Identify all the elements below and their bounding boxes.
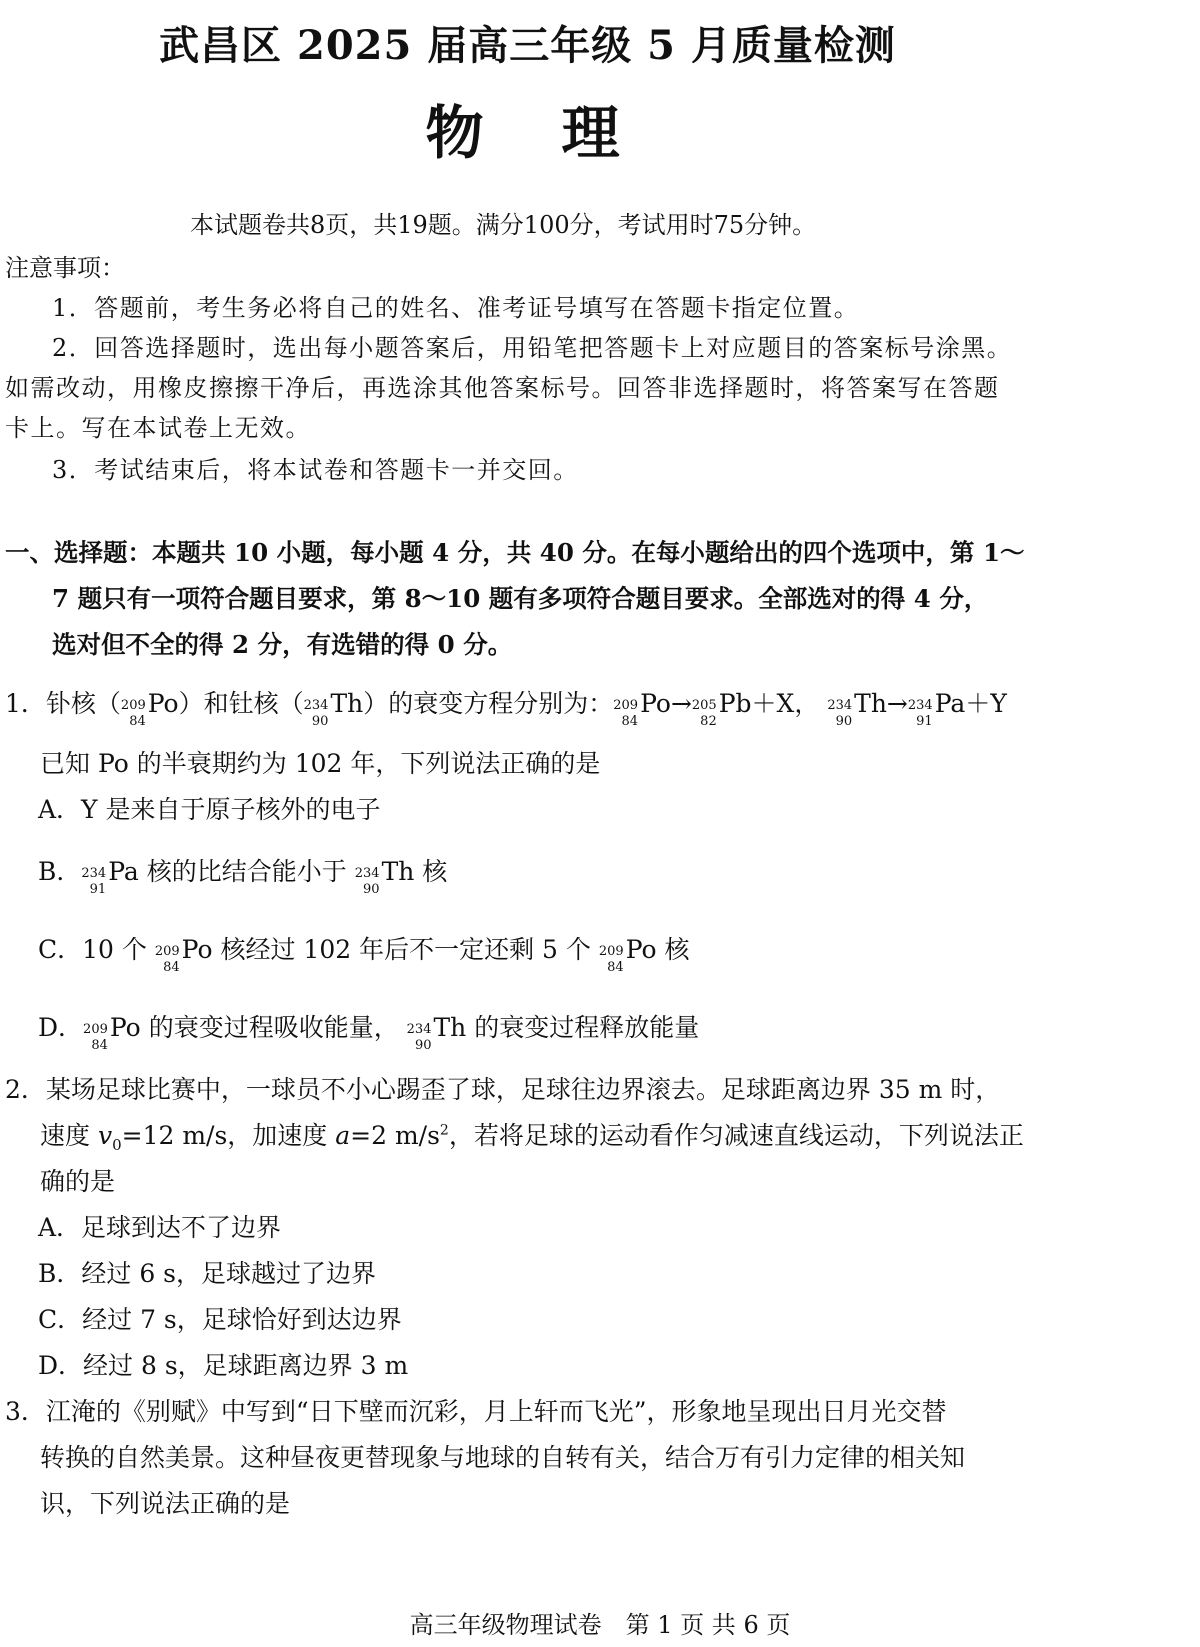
product-x: ＋X， bbox=[751, 689, 820, 718]
reaction-arrow: → bbox=[886, 689, 908, 718]
question-1-stem bbox=[5, 684, 1007, 735]
question-1-line-2: 已知 Po 的半衰期约为 102 年，下列说法正确的是 bbox=[40, 749, 601, 778]
question-1-option-d: D． 209 84 Po 的衰变过程吸收能量， 234 90 Th 的衰变过程释放能量 bbox=[38, 1008, 699, 1059]
section-heading-line-1: 一、选择题：本题共 10 小题，每小题 4 分，共 40 分。在每小题给出的四个选项中，第 1～ bbox=[5, 538, 1025, 567]
exam-intro: 本试题卷共8页，共19题。满分100分，考试用时75分钟。 bbox=[190, 211, 817, 239]
acceleration-symbol: a bbox=[335, 1121, 351, 1150]
nuclide-th234: 234 90 Th bbox=[303, 689, 364, 729]
note-2-line-3: 卡上。写在本试卷上无效。 bbox=[5, 414, 311, 442]
question-1-option-c: C．10 个 209 84 Po 核经过 102 年后不一定还剩 5 个 209 84 Po 核 bbox=[38, 930, 690, 981]
nuclide-th234: 234 90 Th bbox=[827, 689, 887, 729]
nuclide-po209: 209 84 Po bbox=[613, 689, 671, 729]
nuclide-po209: 209 84 Po bbox=[598, 935, 657, 975]
question-1-option-b: B． 234 91 Pa 核的比结合能小于 234 90 Th 核 bbox=[38, 852, 447, 903]
velocity-symbol: v bbox=[97, 1121, 113, 1150]
notes-heading: 注意事项： bbox=[5, 254, 125, 282]
question-1-text: ）和钍核（ bbox=[178, 689, 304, 718]
question-2-line-2: 速度 $v_0=12$ m/s，加速度 a=2 $m/s^2$，若将足球的运动看作匀减速直线运动，下列说法正 bbox=[40, 1121, 1024, 1154]
reaction-arrow: → bbox=[670, 689, 692, 718]
question-2-option-b: B．经过 6 s，足球越过了边界 bbox=[38, 1259, 377, 1288]
nuclide-pa234: 234 91 Pa bbox=[907, 689, 966, 729]
exam-title: 武昌区 2025 届高三年级 5 月质量检测 bbox=[159, 22, 896, 69]
question-1-text: ）的衰变方程分别为： bbox=[363, 689, 614, 718]
question-3-line-2: 转换的自然美景。这种昼夜更替现象与地球的自转有关，结合万有引力定律的相关知 bbox=[40, 1443, 966, 1472]
nuclide-po209: 209 84 Po bbox=[120, 689, 179, 729]
question-1-option-a: A．Y 是来自于原子核外的电子 bbox=[38, 795, 381, 824]
nuclide-po209: 209 84 Po bbox=[154, 935, 213, 975]
nuclide-po209: 209 84 Po bbox=[83, 1013, 141, 1053]
question-3-line-1: 3．江淹的《别赋》中写到“日下壁而沉彩，月上轩而飞光”，形象地呈现出日月光交替 bbox=[5, 1397, 947, 1426]
note-2-line-2: 如需改动，用橡皮擦擦干净后，再选涂其他答案标号。回答非选择题时，将答案写在答题 bbox=[5, 374, 1000, 402]
nuclide-pb205: 205 82 Pb bbox=[691, 689, 752, 729]
section-heading-line-2: 7 题只有一项符合题目要求，第 8～10 题有多项符合题目要求。全部选对的得 4 分， bbox=[52, 584, 989, 613]
nuclide-th234: 234 90 Th bbox=[406, 1013, 467, 1053]
question-2-line-3: 确的是 bbox=[40, 1167, 116, 1196]
question-2-line-1: 2．某场足球比赛中，一球员不小心踢歪了球，足球往边界滚去。足球距离边界 35 m 时， bbox=[5, 1075, 1001, 1104]
subject-title: 物 理 bbox=[425, 99, 630, 167]
question-number: 1． bbox=[5, 689, 46, 718]
note-3: 3．考试结束后，将本试卷和答题卡一并交回。 bbox=[52, 456, 579, 484]
note-2-line-1: 2．回答选择题时，选出每小题答案后，用铅笔把答题卡上对应题目的答案标号涂黑。 bbox=[52, 334, 1013, 362]
note-1: 1．答题前，考生务必将自己的姓名、准考证号填写在答题卡指定位置。 bbox=[52, 294, 860, 322]
section-heading-line-3: 选对但不全的得 2 分，有选错的得 0 分。 bbox=[52, 630, 513, 659]
page-footer: 高三年级物理试卷 第 1 页 共 6 页 bbox=[409, 1611, 791, 1639]
question-1-text: 钋核（ bbox=[45, 689, 121, 718]
nuclide-th234: 234 90 Th bbox=[354, 857, 415, 897]
question-2-option-a: A．足球到达不了边界 bbox=[38, 1213, 282, 1242]
nuclide-pa234: 234 91 Pa bbox=[81, 857, 139, 897]
question-3-line-3: 识，下列说法正确的是 bbox=[40, 1489, 291, 1518]
question-2-option-c: C．经过 7 s，足球恰好到达边界 bbox=[38, 1305, 402, 1334]
question-2-option-d: D．经过 8 s，足球距离边界 3 m bbox=[38, 1351, 409, 1380]
product-y: ＋Y bbox=[965, 689, 1007, 718]
